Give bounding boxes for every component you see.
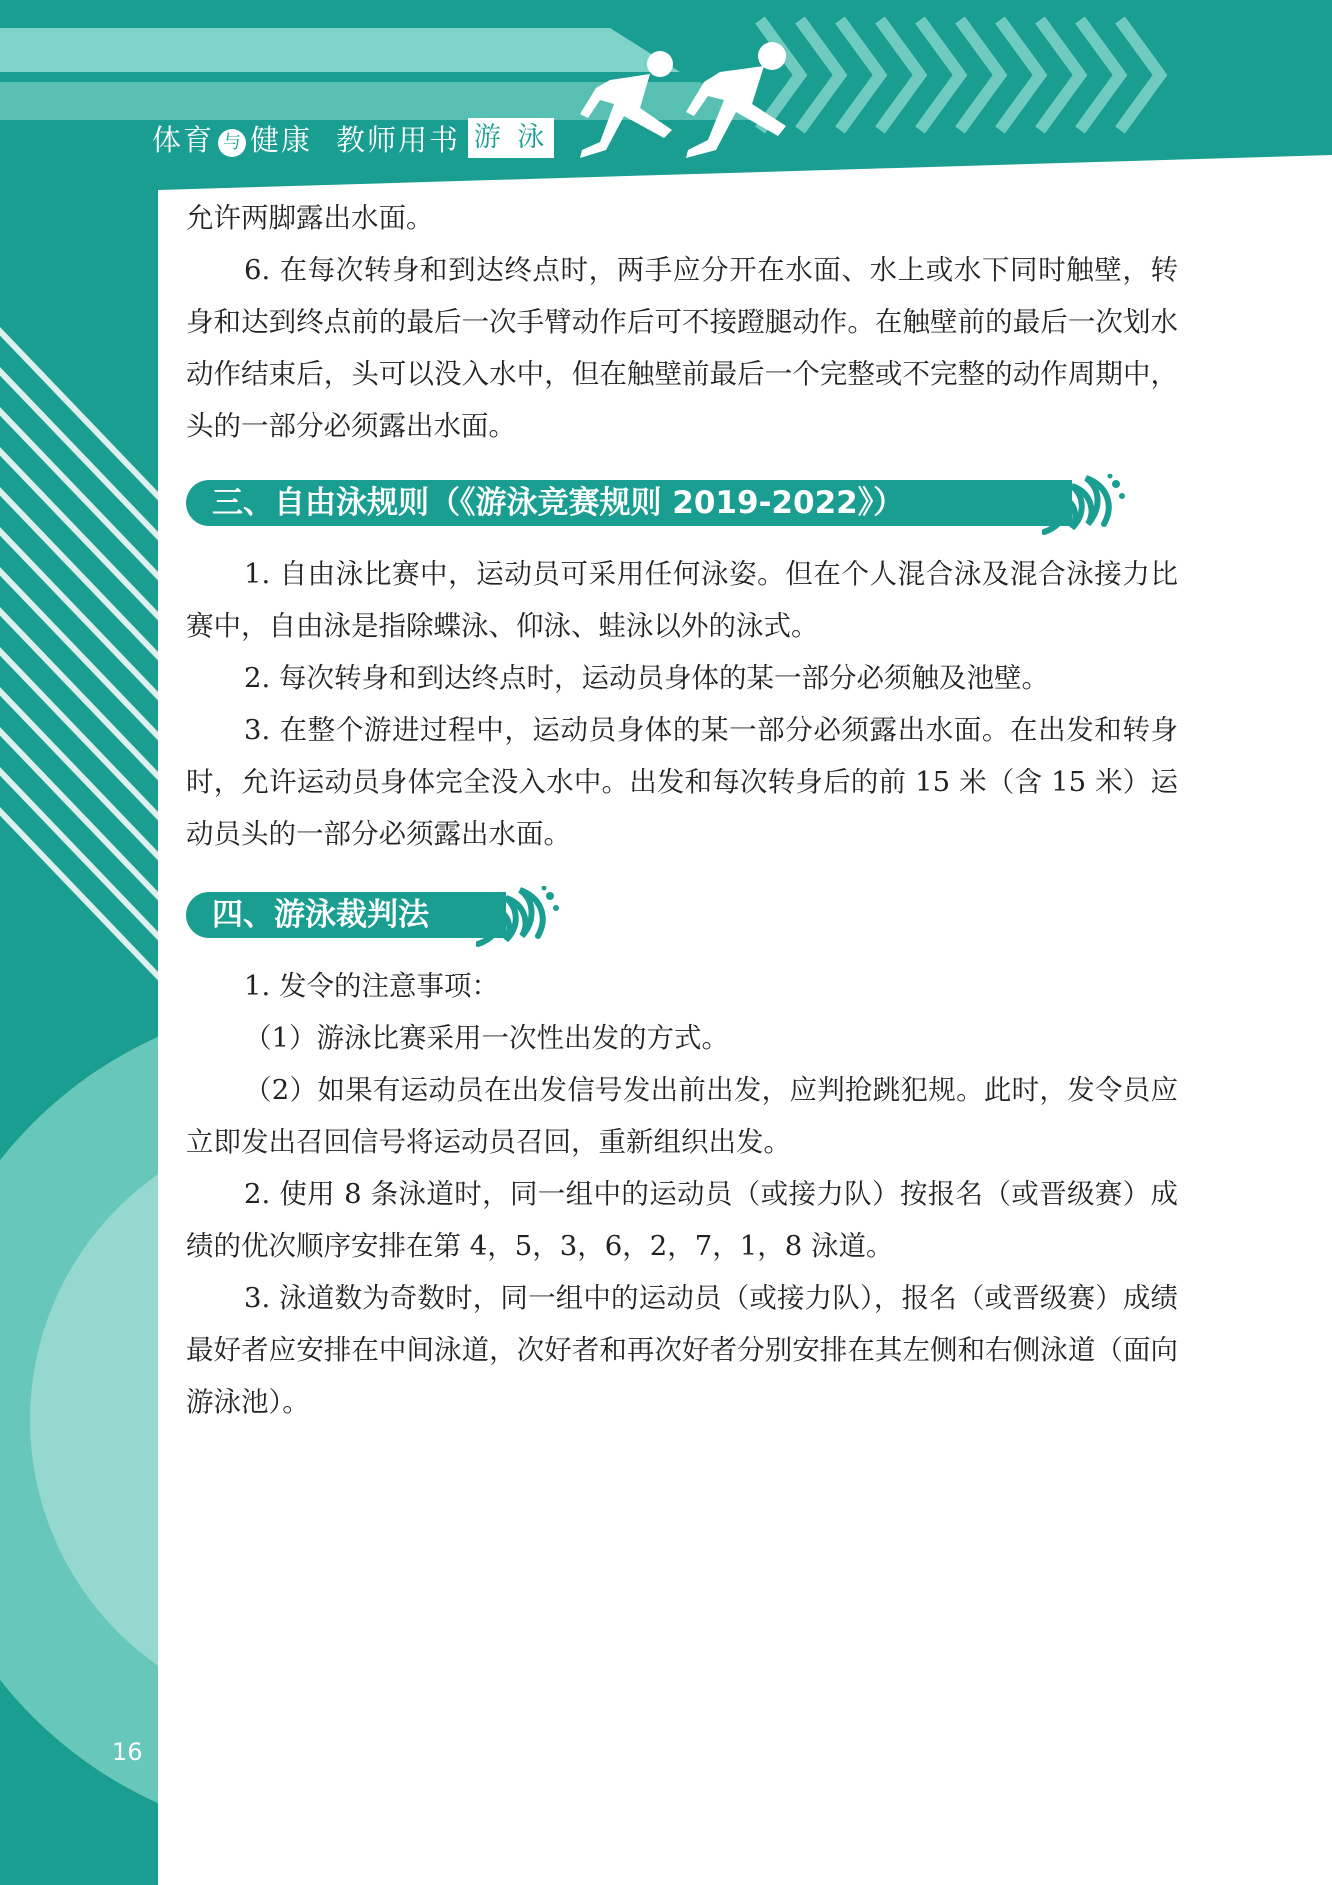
paragraph-rule-6: 6. 在每次转身和到达终点时，两手应分开在水面、水上或水下同时触壁，转身和达到终点前的最后一次手臂动作后可不接蹬腿动作。在触壁前的最后一次划水动作结束后，头可以没入水中，但在触壁前最后一个完整或不完整的动作周期中，头的一部分必须露出水面。 — [186, 254, 1178, 442]
section-4-heading: 四、游泳裁判法 — [186, 892, 506, 938]
section-tag: 游 泳 — [468, 118, 554, 158]
header-graphic — [0, 0, 1332, 190]
section-3-heading: 三、自由泳规则（《游泳竞赛规则 2019-2022》） — [186, 480, 1072, 526]
paragraph-s4-5: 3. 泳道数为奇数时，同一组中的运动员（或接力队），报名（或晋级赛）成绩最好者应安排在中间泳道，次好者和再次好者分别安排在其左侧和右侧泳道（面向游泳池）。 — [186, 1282, 1178, 1418]
paragraph-s4-1: 1. 发令的注意事项： — [244, 970, 499, 1002]
paragraph-s4-3: （2）如果有运动员在出发信号发出前出发，应判抢跳犯规。此时，发令员应立即发出召回信号将运动员召回，重新组织出发。 — [186, 1074, 1178, 1158]
book-title-dot: 与 — [218, 129, 246, 157]
page-header — [0, 0, 1332, 190]
band-pattern — [0, 0, 158, 1885]
paragraph-s3-1: 1. 自由泳比赛中，运动员可采用任何泳姿。但在个人混合泳及混合泳接力比赛中，自由泳是指除蝶泳、仰泳、蛙泳以外的泳式。 — [186, 558, 1178, 642]
book-title — [152, 118, 312, 159]
paragraph-continuation: 允许两脚露出水面。 — [186, 202, 434, 234]
wave-icon — [476, 886, 562, 948]
wave-icon — [1042, 474, 1128, 536]
book-title-part-a: 体育 — [152, 123, 215, 157]
paragraph-s4-2: （1）游泳比赛采用一次性出发的方式。 — [244, 1022, 729, 1054]
paragraph-s3-3: 3. 在整个游进过程中，运动员身体的某一部分必须露出水面。在出发和转身时，允许运动员身体完全没入水中。出发和每次转身后的前 15 米（含 15 米）运动员头的一部分必须露出水面。 — [186, 714, 1178, 850]
left-decorative-band — [0, 0, 158, 1885]
paragraph-s4-4: 2. 使用 8 条泳道时，同一组中的运动员（或接力队）按报名（或晋级赛）成绩的优次顺序安排在第 4，5，3，6，2，7，1，8 泳道。 — [186, 1178, 1178, 1262]
book-title-part-b: 健康 — [250, 123, 313, 157]
paragraph-s3-2: 2. 每次转身和到达终点时，运动员身体的某一部分必须触及池壁。 — [244, 662, 1049, 694]
page-number: 16 — [112, 1738, 143, 1766]
book-subtitle: 教师用书 — [336, 123, 461, 157]
